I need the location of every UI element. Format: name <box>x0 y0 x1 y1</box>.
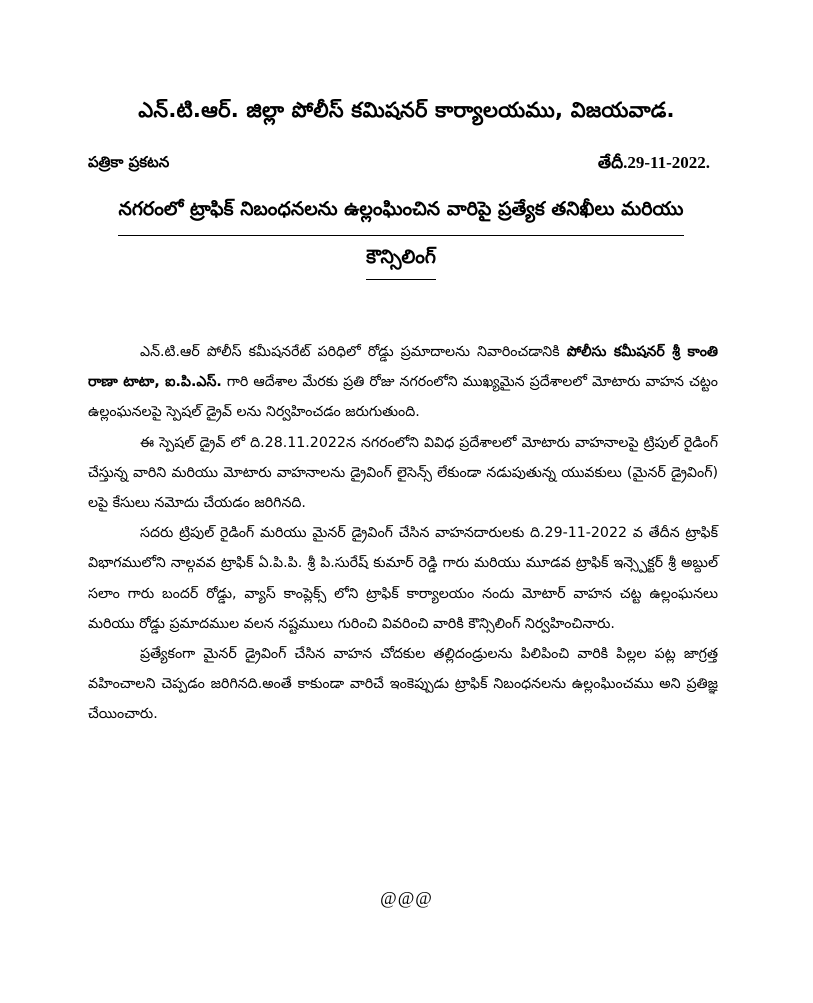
body-paragraph-3: సదరు ట్రిపుల్ రైడింగ్ మరియు మైనర్ డ్రైవింగ్ చేసిన వాహనదారులకు ది.29-11-2022 వ తేదీన ట్రాఫిక్ విభాగములోని నాల్గవవ ట్రాఫిక్ ఏ.పి.పి. శ్రీ పి.సురేష్ కుమార్ రెడ్డి గారు మరియు మూడవ ట్రాఫిక్ ఇన్స్పెక్టర్ శ్రీ అబ్దుల్ సలాం గారు బందర్ రోడ్డు, వ్యాస్ కాంప్లెక్స్ లోని ట్రాఫిక్ కార్యాలయం నందు మోటార్ వాహన చట్ట ఉల్లంఘనలు మరియు రోడ్డు ప్రమాదముల వలన నష్టములు గురించి వివరించి వారికి కౌన్సిలింగ్ నిర్వహించినారు. <box>88 525 718 632</box>
body-paragraph-1 <box>88 337 718 428</box>
release-meta-row <box>88 153 710 177</box>
end-mark: @@@ <box>380 888 433 908</box>
body-paragraph-4: ప్రత్యేకంగా మైనర్ డ్రైవింగ్ చేసిన వాహన చోదకుల తల్లిదండ్రులను పిలిపించి వారికి పిల్లల పట్ల జాగ్రత్త వహించాలని చెప్పడం జరిగినది.అంతే కాకుండా వారిచే ఇంకెప్పుడు ట్రాఫిక్ నిబంధనలను ఉల్లంఘించము అని ప్రతిజ్ఞ చేయించారు. <box>88 646 718 723</box>
body-paragraph-2: ఈ స్పెషల్ డ్రైవ్ లో ది.28.11.2022న నగరంలోని వివిధ ప్రదేశాలలో మోటారు వాహనాలపై ట్రిపుల్ రైడింగ్ చేస్తున్న వారిని మరియు మోటారు వాహనాలను డ్రైవింగ్ లైసెన్స్ లేకుండా నడుపుతున్న యువకులు (మైనర్ డ్రైవింగ్) లపై కేసులు నమోదు చేయడం జరిగినది. <box>88 434 718 512</box>
commissioner-name: పోలీసు కమీషనర్ శ్రీ కాంతి రాణా టాటా, ఐ.పి.ఎస్. <box>88 344 718 391</box>
office-title: ఎన్.టి.ఆర్. జిల్లా పోలీస్ కమిషనర్ కార్యాలయము, విజయవాడ. <box>138 98 675 122</box>
release-date: తేదీ.29-11-2022. <box>597 153 710 172</box>
paragraph-1-text-end: గారి ఆదేశాల మేరకు ప్రతి రోజు నగరంలోని ముఖ్యమైన ప్రదేశాలలో మోటారు వాహన చట్టం ఉల్లంఘనలపై స్పెషల్ డ్రైవ్ లను నిర్వహించడం జరుగుతుంది. <box>88 374 718 421</box>
headline <box>118 198 684 280</box>
headline-line-2: కౌన్సిలింగ్ <box>366 246 436 280</box>
press-release-label: పత్రికా ప్రకటన <box>88 153 170 171</box>
headline-line-1: నగరంలో ట్రాఫిక్ నిబంధనలను ఉల్లంఘించిన వారిపై ప్రత్యేక తనిఖీలు మరియు <box>118 198 684 236</box>
release-body <box>88 337 718 730</box>
paragraph-1-text-start: ఎన్.టి.ఆర్ పోలీస్ కమీషనరేట్ పరిధిలో రోడ్డు ప్రమాదాలను నివారించడానికి <box>140 344 567 360</box>
